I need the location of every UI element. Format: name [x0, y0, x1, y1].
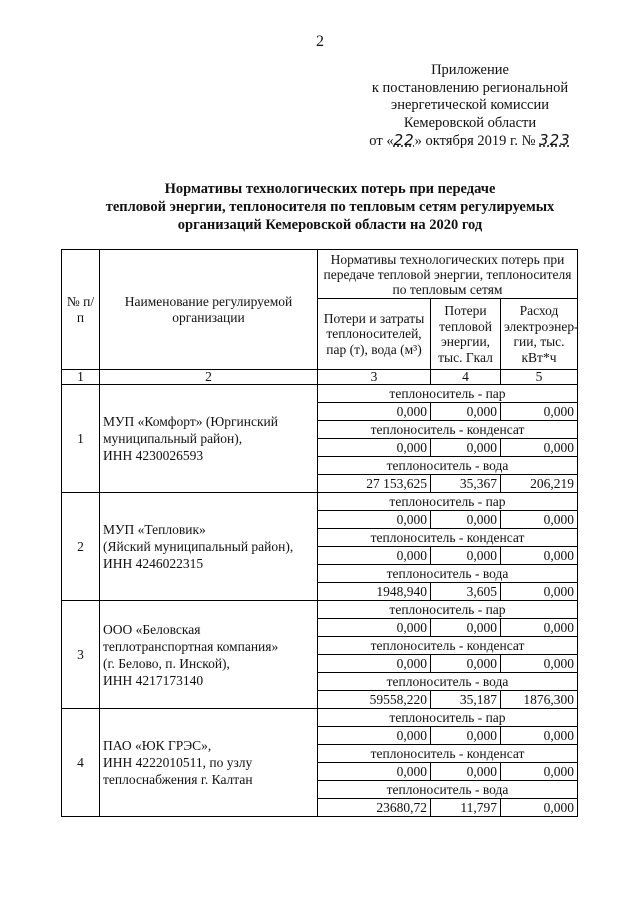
table-row [62, 493, 578, 511]
org-name [100, 601, 318, 709]
value-cell: 3,605 [431, 583, 501, 601]
appendix-block [340, 62, 600, 151]
header-col-losses-heat: Потери тепловой энергии, тыс. Гкал [431, 299, 501, 370]
value-cell: 0,000 [501, 763, 578, 781]
page-number: 2 [316, 33, 324, 50]
column-index-row [62, 370, 578, 385]
date-prefix: от « [369, 133, 394, 149]
value-cell: 0,000 [431, 511, 501, 529]
value-cell: 35,367 [431, 475, 501, 493]
category-steam: теплоноситель - пар [318, 385, 578, 403]
org-name [100, 493, 318, 601]
title-line-1: Нормативы технологических потерь при передаче [164, 181, 496, 197]
value-cell: 0,000 [318, 727, 431, 745]
value-cell: 0,000 [501, 655, 578, 673]
col-index: 1 [62, 370, 100, 385]
value-cell: 0,000 [501, 799, 578, 817]
category-steam: теплоноситель - пар [318, 601, 578, 619]
org-name-line: ИНН 4217173140 [103, 672, 204, 688]
category-water: теплоноситель - вода [318, 673, 578, 691]
org-name-line: МУП «Тепловик» [103, 522, 206, 537]
org-name-line: муниципальный район), [103, 431, 243, 446]
value-cell: 0,000 [431, 727, 501, 745]
category-condensate: теплоноситель - конденсат [318, 529, 578, 547]
org-name-line: ООО «Беловская [103, 621, 201, 637]
value-cell: 0,000 [431, 403, 501, 421]
appendix-line-4: Кемеровской области [403, 114, 537, 131]
org-name [100, 709, 318, 817]
category-condensate: теплоноситель - конденсат [318, 421, 578, 439]
value-cell: 0,000 [431, 619, 501, 637]
value-cell: 0,000 [501, 547, 578, 565]
date-day-handwritten: 22 [393, 131, 415, 149]
org-number: 1 [62, 385, 100, 493]
table-row [62, 601, 578, 619]
org-name-line: ИНН 4246022315 [103, 556, 204, 571]
value-cell: 0,000 [501, 727, 578, 745]
value-cell: 0,000 [318, 511, 431, 529]
value-cell: 0,000 [501, 439, 578, 457]
header-org-name: Наименование регулируемой организации [100, 250, 318, 370]
org-name-line: ИНН 4222010511, по узлу [103, 755, 253, 770]
value-cell: 0,000 [431, 439, 501, 457]
header-num: № п/п [62, 250, 100, 370]
value-cell: 0,000 [501, 583, 578, 601]
value-cell: 0,000 [318, 403, 431, 421]
value-cell: 23680,72 [318, 799, 431, 817]
col-index: 4 [431, 370, 501, 385]
appendix-line-3: энергетической комиссии [390, 97, 550, 113]
header-row-1 [62, 250, 578, 299]
table-row [62, 709, 578, 727]
appendix-line-1: Приложение [431, 62, 509, 78]
org-number: 4 [62, 709, 100, 817]
category-condensate: теплоноситель - конденсат [318, 637, 578, 655]
value-cell: 11,797 [431, 799, 501, 817]
category-water: теплоноситель - вода [318, 781, 578, 799]
value-cell: 0,000 [318, 655, 431, 673]
category-steam: теплоноситель - пар [318, 493, 578, 511]
category-water: теплоноситель - вода [318, 565, 578, 583]
org-name-line: МУП «Комфорт» (Юргинский [103, 414, 279, 429]
value-cell: 0,000 [318, 439, 431, 457]
col-index: 2 [100, 370, 318, 385]
header-norms-group: Нормативы технологических потерь при передаче тепловой энергии, теплоносителя по тепловым сетям [318, 250, 578, 299]
org-name-line: ПАО «ЮК ГРЭС», [103, 738, 212, 753]
value-cell: 27 153,625 [318, 475, 431, 493]
category-steam: теплоноситель - пар [318, 709, 578, 727]
value-cell: 0,000 [318, 547, 431, 565]
col-index: 3 [318, 370, 431, 385]
title-line-2: тепловой энергии, теплоносителя по тепловым сетям регулируемых [105, 199, 555, 215]
header-col-electricity: Расход электроэнер-гии, тыс. кВт*ч [501, 299, 578, 370]
org-name [100, 385, 318, 493]
org-name-line: (г. Белово, п. Инской), [103, 655, 230, 671]
value-cell: 0,000 [501, 511, 578, 529]
value-cell: 0,000 [501, 403, 578, 421]
value-cell: 1876,300 [501, 691, 578, 709]
header-col-losses-coolant: Потери и затраты теплоносителей, пар (т), вода (м³) [318, 299, 431, 370]
col-index: 5 [501, 370, 578, 385]
value-cell: 0,000 [431, 655, 501, 673]
org-name-line: (Яйский муниципальный район), [103, 539, 294, 554]
value-cell: 59558,220 [318, 691, 431, 709]
value-cell: 1948,940 [318, 583, 431, 601]
value-cell: 0,000 [431, 763, 501, 781]
date-middle: » октября 2019 г. № [414, 133, 536, 149]
value-cell: 206,219 [501, 475, 578, 493]
org-number: 3 [62, 601, 100, 709]
org-name-line: теплоснабжения г. Калтан [103, 772, 253, 787]
org-name-line: теплотранспортная компания» [103, 638, 279, 654]
org-number: 2 [62, 493, 100, 601]
value-cell: 0,000 [501, 619, 578, 637]
doc-number-handwritten: 323 [539, 131, 571, 149]
value-cell: 0,000 [431, 547, 501, 565]
table-row [62, 385, 578, 403]
value-cell: 35,187 [431, 691, 501, 709]
document-title [60, 180, 600, 234]
norms-table [61, 249, 578, 817]
appendix-line-2: к постановлению региональной [371, 79, 569, 96]
value-cell: 0,000 [318, 763, 431, 781]
category-condensate: теплоноситель - конденсат [318, 745, 578, 763]
category-water: теплоноситель - вода [318, 457, 578, 475]
appendix-date-line [340, 132, 600, 151]
org-name-line: ИНН 4230026593 [103, 448, 204, 463]
value-cell: 0,000 [318, 619, 431, 637]
title-line-3: организаций Кемеровской области на 2020 год [177, 217, 483, 233]
